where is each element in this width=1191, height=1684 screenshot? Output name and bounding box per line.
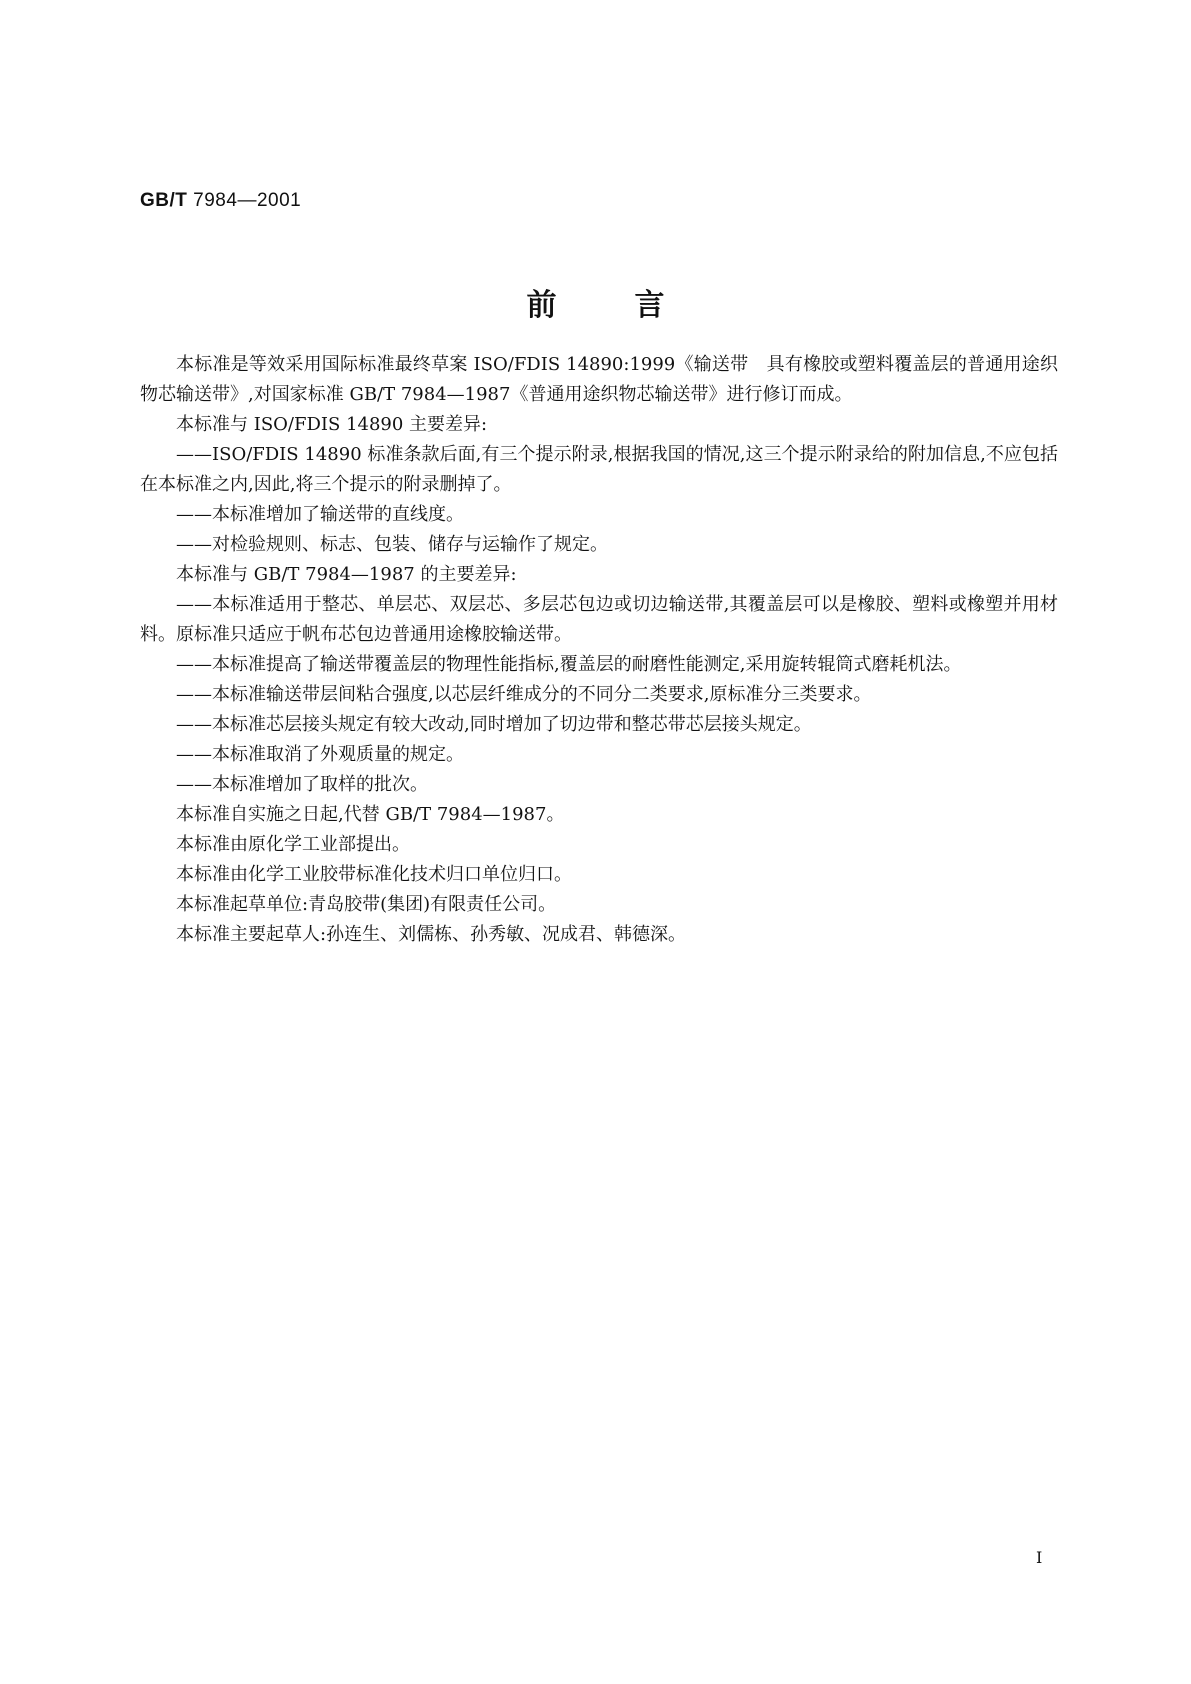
paragraph-10: ——本标准芯层接头规定有较大改动,同时增加了切边带和整芯带芯层接头规定。 [176,714,812,735]
paragraph-15: 本标准由化学工业胶带标准化技术归口单位归口。 [176,864,572,885]
paragraph-3: ——ISO/FDIS 14890 标准条款后面,有三个提示附录,根据我国的情况,这三个提示附录给的附加信息,不应包括在本标准之内,因此,将三个提示的附录删掉了。 [140,444,1058,495]
paragraph-6: 本标准与 GB/T 7984—1987 的主要差异: [176,564,517,585]
paragraph-12: ——本标准增加了取样的批次。 [176,774,428,795]
standard-prefix: GB/T [140,190,188,211]
paragraph-7: ——本标准适用于整芯、单层芯、双层芯、多层芯包边或切边输送带,其覆盖层可以是橡胶、塑料或橡塑并用材料。原标准只适应于帆布芯包边普通用途橡胶输送带。 [140,594,1058,645]
paragraph-13: 本标准自实施之日起,代替 GB/T 7984—1987。 [176,804,565,825]
paragraph-4: ——本标准增加了输送带的直线度。 [176,504,464,525]
paragraph-17: 本标准主要起草人:孙连生、刘儒栋、孙秀敏、况成君、韩德深。 [176,924,687,945]
standard-code [140,190,301,212]
paragraph-1: 本标准是等效采用国际标准最终草案 ISO/FDIS 14890:1999《输送带 具有橡胶或塑料覆盖层的普通用途织物芯输送带》,对国家标准 GB/T 7984—1987《普通用途织物芯输送带》进行修订而成。 [140,354,1058,405]
paragraph-11: ——本标准取消了外观质量的规定。 [176,744,464,765]
paragraph-16: 本标准起草单位:青岛胶带(集团)有限责任公司。 [176,894,557,915]
paragraph-9: ——本标准输送带层间粘合强度,以芯层纤维成分的不同分二类要求,原标准分三类要求。 [176,684,872,705]
foreword-body [140,350,1058,950]
standard-number: 7984—2001 [193,190,302,211]
page-number: I [1036,1548,1043,1567]
paragraph-14: 本标准由原化学工业部提出。 [176,834,410,855]
paragraph-5: ——对检验规则、标志、包装、储存与运输作了规定。 [176,534,608,555]
page-title: 前言 [526,288,743,323]
paragraph-8: ——本标准提高了输送带覆盖层的物理性能指标,覆盖层的耐磨性能测定,采用旋转辊筒式磨耗机法。 [176,654,962,675]
paragraph-2: 本标准与 ISO/FDIS 14890 主要差异: [176,414,488,435]
